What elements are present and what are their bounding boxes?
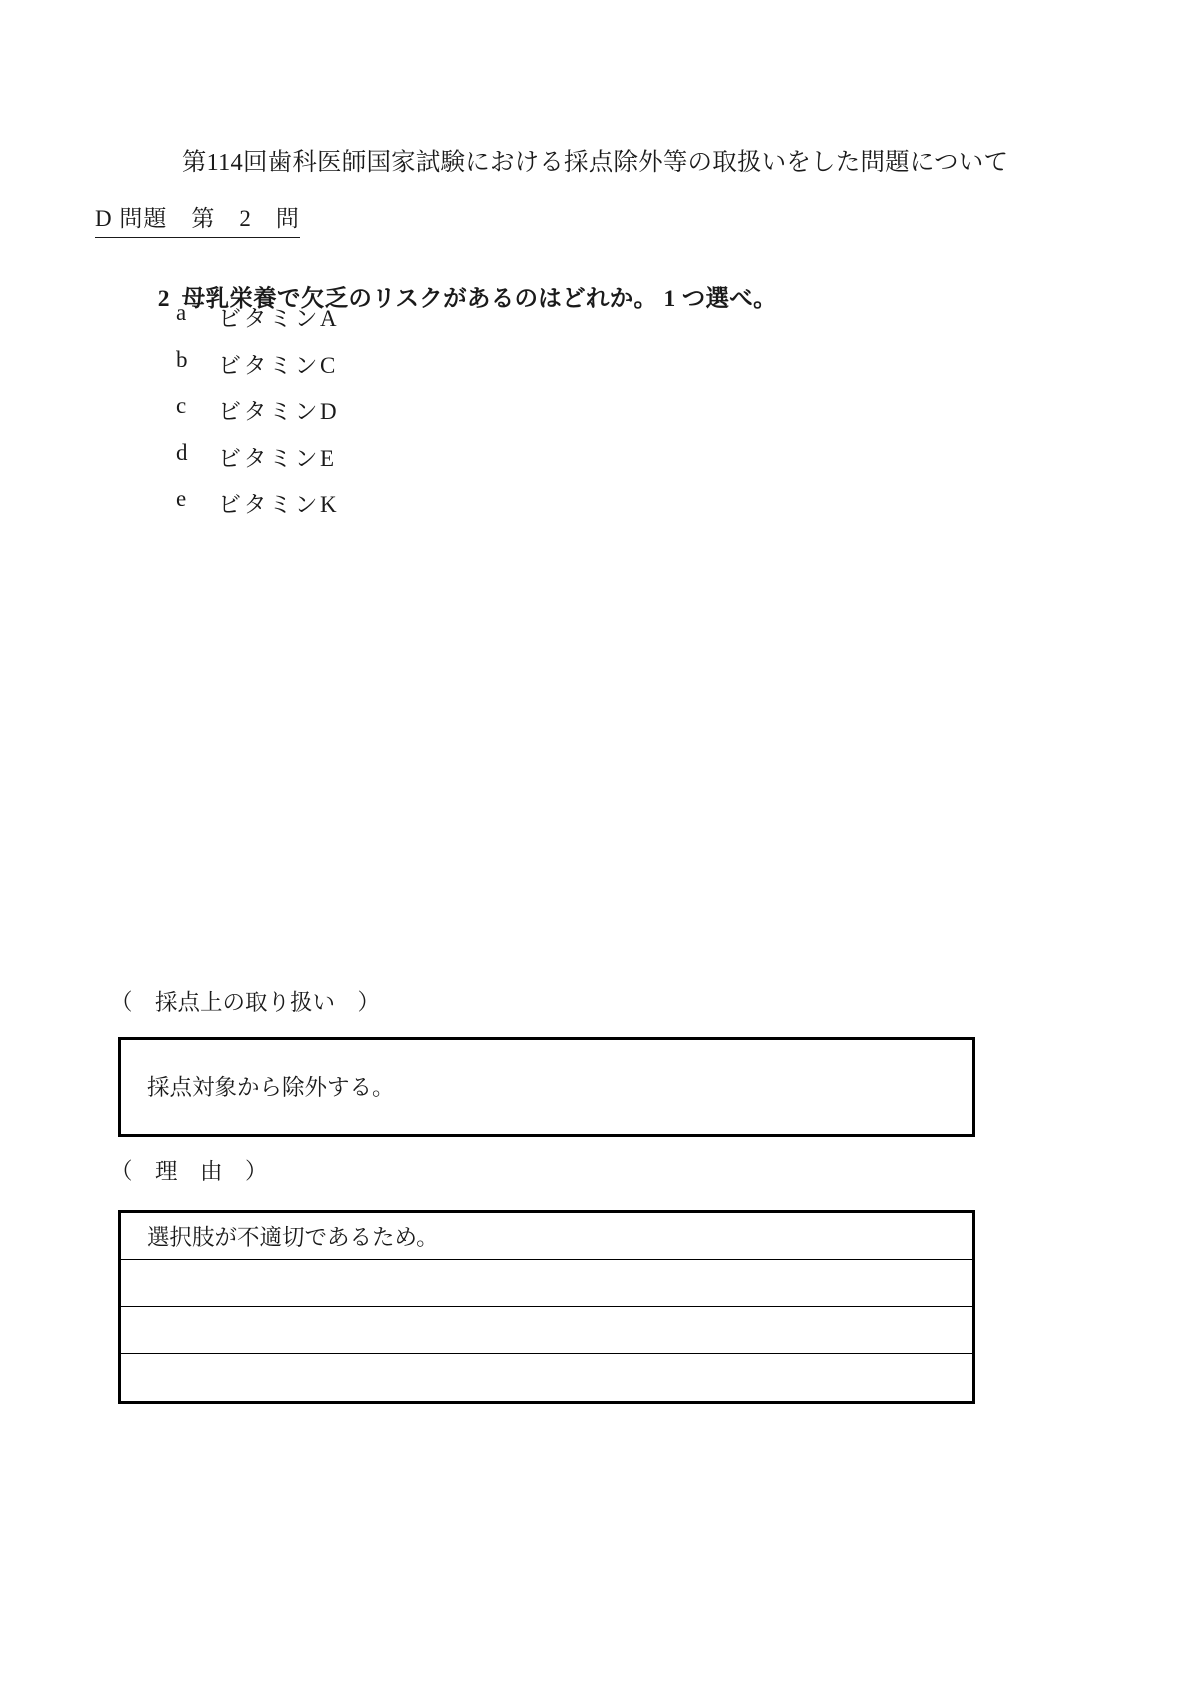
choice-letter: d [176,439,188,465]
choice-letter: b [176,346,188,372]
question-number: 2 [157,286,170,312]
document-title: 第114回歯科医師国家試験における採点除外等の取扱いをした問題について [181,149,1009,176]
reason-table [118,1210,975,1404]
choice-item-b[interactable] [176,347,876,394]
choice-item-c[interactable] [176,393,876,440]
question-text: 母乳栄養で欠乏のリスクがあるのはどれか。 1 つ選べ。 [181,286,777,312]
handling-box [118,1037,975,1137]
section-header: D 問題 第 2 問 [95,200,300,238]
table-row [121,1213,972,1260]
choice-item-d[interactable] [176,440,876,487]
table-row [121,1260,972,1307]
choice-letter: a [176,300,187,325]
choice-list [176,300,876,533]
reason-text: 選択肢が不適切であるため。 [147,1225,439,1250]
table-row [121,1307,972,1354]
choice-letter: c [176,393,187,418]
choice-label: ビタミンA [218,306,340,331]
choice-item-e[interactable] [176,486,876,533]
choice-label: ビタミンD [218,399,340,424]
choice-label: ビタミンC [218,352,338,378]
choice-item-a[interactable] [176,300,876,347]
reason-section-label: （ 理 由 ） [110,1159,268,1184]
handling-text: 採点対象から除外する。 [147,1075,395,1100]
choice-letter: e [176,486,187,511]
handling-section-label: （ 採点上の取り扱い ） [110,990,381,1015]
choice-label: ビタミンE [218,445,337,471]
choice-label: ビタミンK [218,492,340,517]
table-row [121,1354,972,1401]
